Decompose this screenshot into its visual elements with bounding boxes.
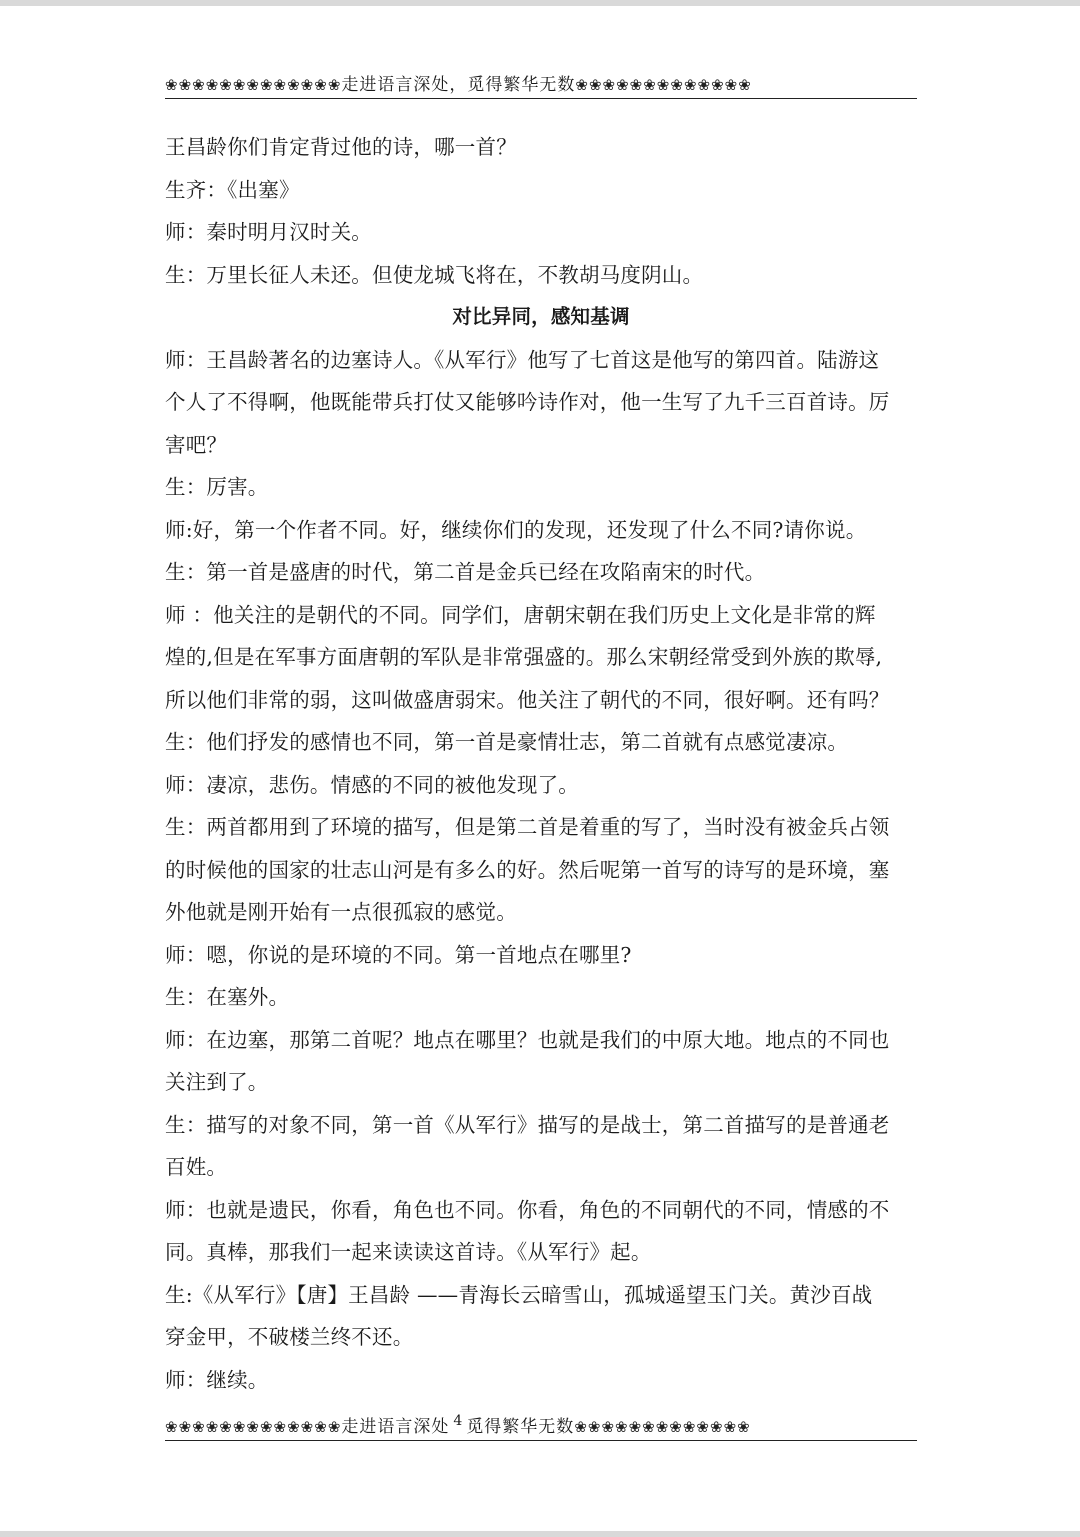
text-line: 所以他们非常的弱，这叫做盛唐弱宋。他关注了朝代的不同，很好啊。还有吗？ [165,687,890,712]
text-line: 煌的,但是在军事方面唐朝的军队是非常强盛的。那么宋朝经常受到外族的欺辱, [165,645,883,669]
text-line: 生：他们抒发的感情也不同，第一首是豪情壮志，第二首就有点感觉凄凉。 [165,730,849,754]
text-line: 外他就是刚开始有一点很孤寂的感觉。 [165,900,517,924]
page-number: 4 [453,1414,463,1429]
header-flowers-left: ❀❀❀❀❀❀❀❀❀❀❀❀❀ [165,76,342,94]
text-line: 师：秦时明月汉时关。 [165,220,372,244]
text-line: 师 ：他关注的是朝代的不同。同学们，唐朝宋朝在我们历史上文化是非常的辉 [165,602,876,627]
page-footer [165,1414,917,1441]
text-line: 生：两首都用到了环境的描写，但是第二首是着重的写了，当时没有被金兵占领 [165,815,890,839]
text-line: 生：描写的对象不同，第一首《从军行》描写的是战士，第二首描写的是普通老 [165,1112,890,1137]
text-line: 师：嗯，你说的是环境的不同。第一首地点在哪里? [165,942,632,967]
text-line: 师:好，第一个作者不同。好，继续你们的发现，还发现了什么不同?请你说。 [165,517,867,542]
text-line: 关注到了。 [165,1070,269,1094]
footer-flowers-right: ❀❀❀❀❀❀❀❀❀❀❀❀❀ [574,1418,751,1436]
header-flowers-right: ❀❀❀❀❀❀❀❀❀❀❀❀❀ [575,76,752,94]
text-line: 师：继续。 [165,1367,269,1392]
page-content [165,126,917,1401]
text-line: 师：也就是遗民，你看，角色也不同。你看，角色的不同朝代的不同，情感的不 [165,1197,890,1222]
text-line: 王昌龄你们肯定背过他的诗，哪一首？ [165,135,517,159]
bottom-border [0,1531,1080,1537]
text-line: 害吧？ [165,432,228,457]
text-line: 个人了不得啊，他既能带兵打仗又能够吟诗作对，他一生写了九千三百首诗。厉 [165,390,890,414]
section-heading: 对比异同，感知基调 [452,305,630,328]
text-line: 的时候他的国家的壮志山河是有多么的好。然后呢第一首写的诗写的是环境，塞 [165,857,890,882]
text-line: 同。真棒，那我们一起来读读这首诗。《从军行》起。 [165,1240,652,1264]
page-header [165,72,917,99]
text-line: 生：万里长征人未还。但使龙城飞将在，不教胡马度阴山。 [165,262,704,287]
footer-motto-left: 走进语言深处 [341,1417,450,1437]
text-line: 穿金甲，不破楼兰终不还。 [165,1325,414,1349]
text-line: 生：第一首是盛唐的时代，第二首是金兵已经在攻陷南宋的时代。 [165,560,766,584]
text-line: 百姓。 [165,1155,228,1179]
footer-flowers-left: ❀❀❀❀❀❀❀❀❀❀❀❀❀ [165,1418,342,1436]
text-line: 生齐：《出塞》 [165,177,300,202]
text-line: 师：在边塞，那第二首呢？地点在哪里？也就是我们的中原大地。地点的不同也 [165,1027,890,1052]
text-line: 生:《从军行》【唐】王昌龄 ——青海长云暗雪山，孤城遥望玉门关。黄沙百战 [165,1282,873,1307]
text-line: 生：厉害。 [165,475,269,499]
footer-motto-right: 觅得繁华无数 [466,1417,575,1437]
text-line: 师：王昌龄著名的边塞诗人。《从军行》他写了七首这是他写的第四首。陆游这 [165,347,880,372]
header-motto: 走进语言深处，觅得繁华无数 [341,75,576,95]
text-line: 师：凄凉，悲伤。情感的不同的被他发现了。 [165,772,579,797]
document-page [165,0,917,1537]
text-line: 生：在塞外。 [165,985,290,1009]
